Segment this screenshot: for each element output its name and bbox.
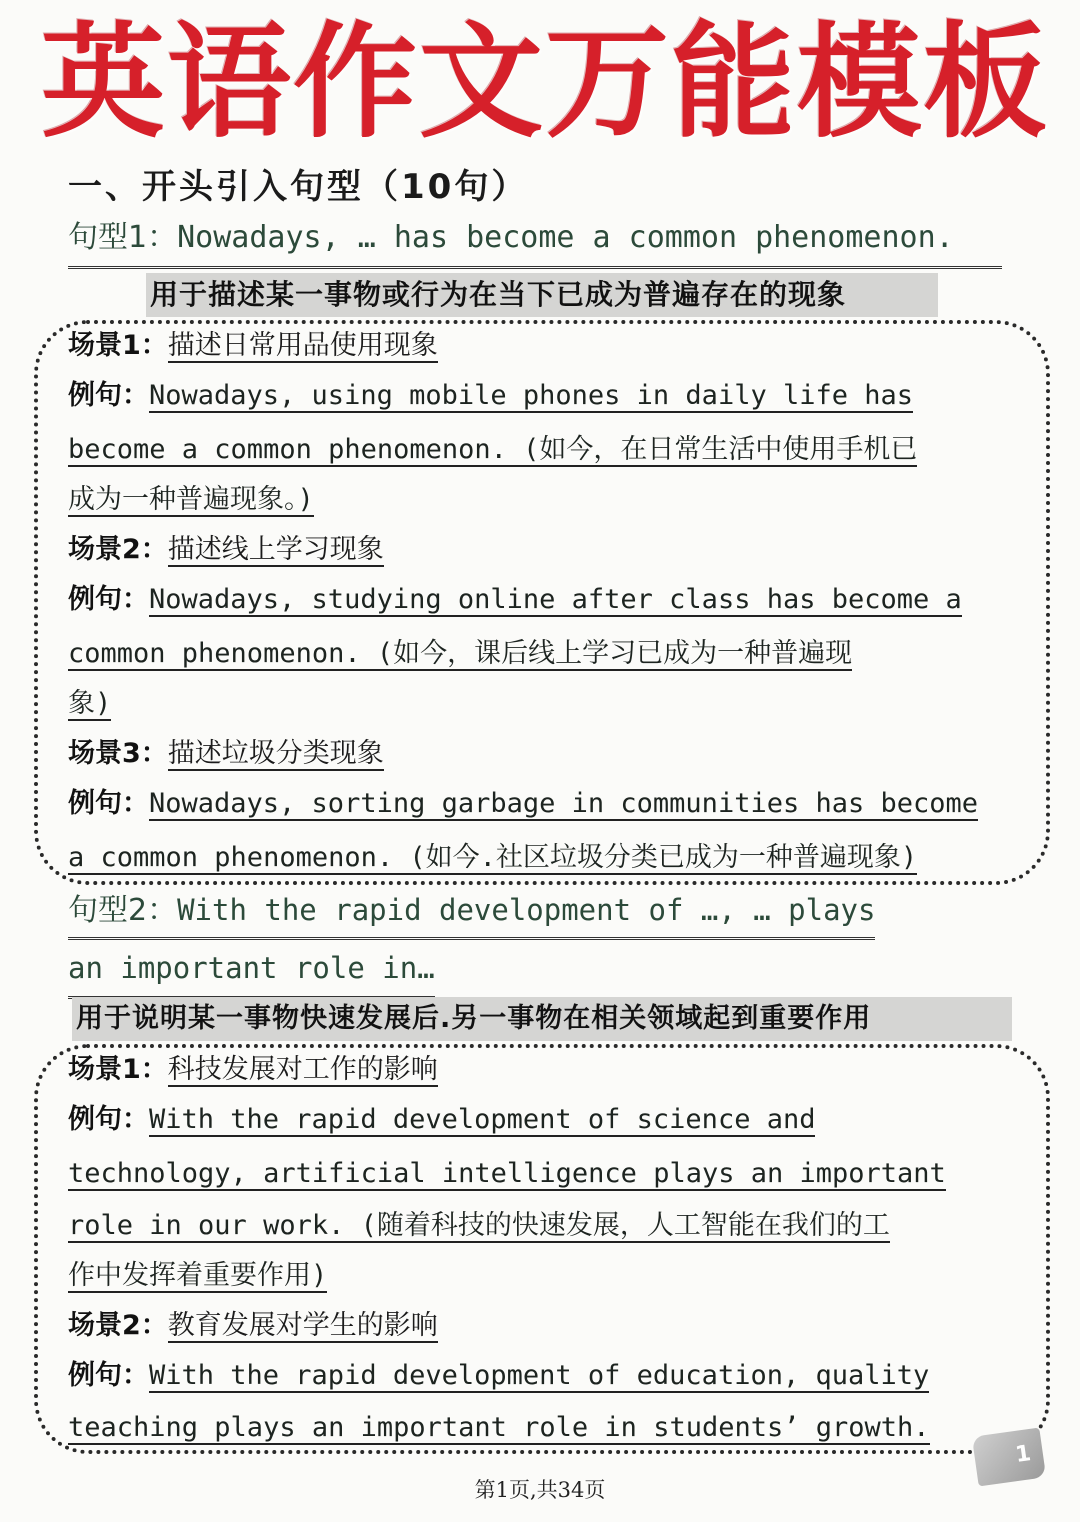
- example-text: become a common phenomenon. (如今，在日常生活中使用手机已: [68, 434, 918, 465]
- scene-label: 场景3：: [68, 738, 168, 769]
- example-line: [68, 1094, 1010, 1146]
- example-line: [68, 424, 1010, 476]
- example-line: [68, 370, 1010, 422]
- pattern-text: Nowadays, … has become a common phenomenon.: [177, 220, 954, 255]
- example-line: [68, 1200, 1010, 1252]
- example-line: [68, 574, 1010, 626]
- example-line: [68, 1402, 1010, 1454]
- scene-name: 描述日常用品使用现象: [167, 330, 438, 361]
- example-label: 例句：: [68, 1360, 149, 1391]
- page-footer: 第1页,共34页: [474, 1478, 606, 1502]
- scene-name: 描述线上学习现象: [167, 534, 384, 565]
- pattern-heading: [68, 882, 1002, 940]
- example-text: 成为一种普遍现象。): [68, 484, 314, 515]
- scene-label: 场景2：: [68, 534, 168, 565]
- example-text: technology, artificial intelligence plays an important: [68, 1158, 946, 1189]
- pattern-label: 句型1：: [68, 220, 178, 255]
- example-text: teaching plays an important role in students’ growth.: [68, 1412, 930, 1443]
- scene-label: 场景1：: [68, 1054, 168, 1085]
- scene-line: [68, 728, 1010, 780]
- example-line: [68, 628, 1010, 680]
- example-text: 作中发挥着重要作用): [68, 1260, 328, 1291]
- example-line: [68, 832, 1010, 884]
- example-text: With the rapid development of science and: [149, 1104, 816, 1135]
- pattern-text: an important role in…: [68, 951, 435, 985]
- example-label: 例句：: [68, 788, 149, 819]
- example-text: a common phenomenon. (如今.社区垃圾分类已成为一种普遍现象): [68, 842, 918, 873]
- usage-band: 用于描述某一事物或行为在当下已成为普遍存在的现象: [146, 273, 938, 317]
- pattern-heading-continued: [68, 940, 435, 999]
- pattern-text: With the rapid development of …, … plays: [177, 893, 876, 927]
- example-text: With the rapid development of education, quality: [149, 1360, 930, 1391]
- example-line: [68, 1250, 1010, 1302]
- pattern-label: 句型2：: [68, 893, 178, 928]
- example-line: [68, 678, 1010, 730]
- scene-line: [68, 320, 1010, 372]
- scene-line: [68, 1300, 1010, 1352]
- example-text: Nowadays, using mobile phones in daily life has: [149, 380, 914, 411]
- usage-band: 用于说明某一事物快速发展后.另一事物在相关领域起到重要作用: [72, 997, 1012, 1041]
- pattern-heading: [68, 210, 1002, 269]
- scene-name: 教育发展对学生的影响: [167, 1310, 438, 1341]
- example-line: [68, 778, 1010, 830]
- example-line: [68, 1350, 1010, 1402]
- example-label: 例句：: [68, 1104, 149, 1135]
- example-text: 象): [68, 688, 112, 719]
- example-line: [68, 474, 1010, 526]
- scene-line: [68, 524, 1010, 576]
- scene-line: [68, 1044, 1010, 1096]
- scene-label: 场景1：: [68, 330, 168, 361]
- page-corner-tab: 1: [972, 1428, 1046, 1487]
- example-text: role in our work. (随着科技的快速发展，人工智能在我们的工: [68, 1210, 890, 1241]
- example-text: Nowadays, sorting garbage in communities has become: [149, 788, 979, 819]
- section-title: 一、开头引入句型（10句）: [68, 167, 529, 207]
- example-line: [68, 1148, 1010, 1200]
- scene-name: 描述垃圾分类现象: [167, 738, 384, 769]
- scene-label: 场景2：: [68, 1310, 168, 1341]
- example-text: common phenomenon. (如今，课后线上学习已成为一种普遍现: [68, 638, 853, 669]
- scene-name: 科技发展对工作的影响: [167, 1054, 438, 1085]
- example-label: 例句：: [68, 584, 149, 615]
- example-label: 例句：: [68, 380, 149, 411]
- example-text: Nowadays, studying online after class has become a: [149, 584, 962, 615]
- page-title: 英语作文万能模板: [40, 10, 1049, 155]
